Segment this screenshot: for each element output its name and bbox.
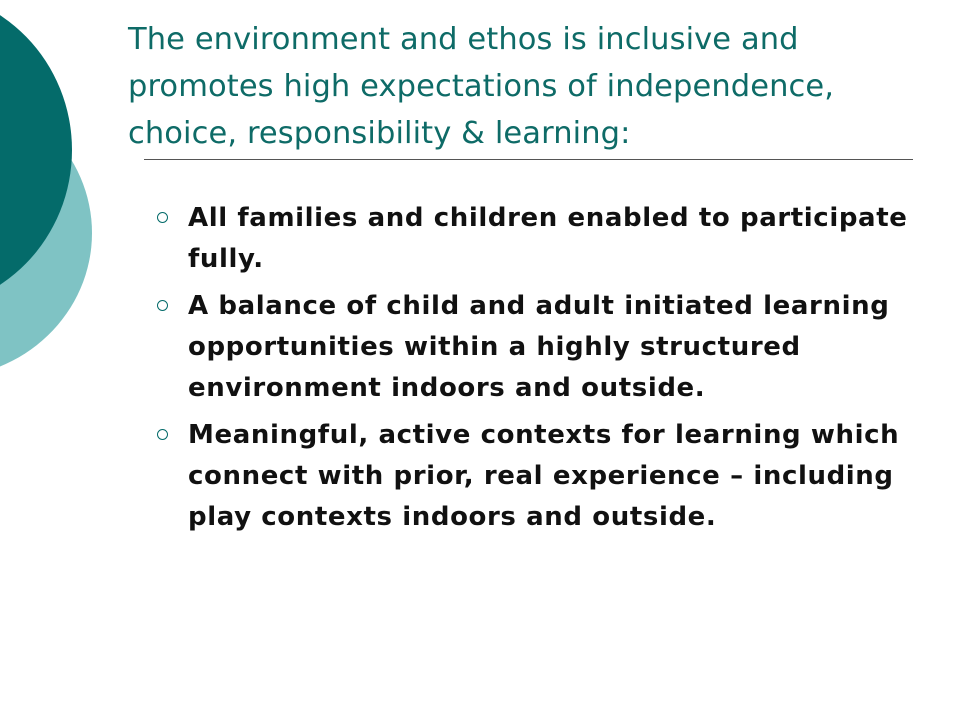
- bullet-text: Meaningful, active contexts for learning which connect with prior, real experience – including play contexts indoors and outside.: [188, 420, 900, 532]
- bullet-text: All families and children enabled to participate fully.: [188, 203, 908, 274]
- bullet-item: [150, 286, 910, 409]
- slide-title: The environment and ethos is inclusive and promotes high expectations of independence, choice, responsibility & learning:: [128, 22, 835, 151]
- bullet-text: A balance of child and adult initiated learning opportunities within a highly structured environment indoors and outside.: [188, 291, 890, 403]
- bullet-list: [150, 198, 910, 544]
- hollow-circle-bullet-icon: [157, 212, 168, 223]
- bullet-item: [150, 415, 910, 538]
- hollow-circle-bullet-icon: [157, 429, 168, 440]
- bullet-item: [150, 198, 910, 280]
- title-divider: [144, 159, 913, 160]
- hollow-circle-bullet-icon: [157, 300, 168, 311]
